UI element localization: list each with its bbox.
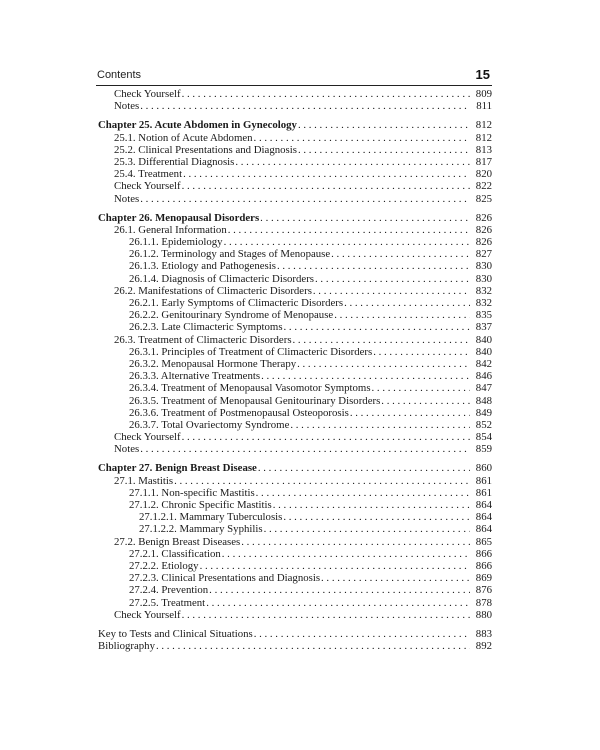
toc-entry-page: 876 (475, 584, 492, 597)
toc-entry-title: 26.3.5. Treatment of Menopausal Genitourinary Disorders (129, 394, 381, 407)
toc-entry-page: 866 (475, 547, 492, 560)
toc-entry[interactable] (98, 382, 492, 394)
section-gap (98, 455, 492, 462)
toc-entry-page: 813 (475, 143, 492, 156)
dot-leader (284, 321, 470, 333)
dot-leader (297, 358, 470, 370)
toc-entry-title: 26.3.3. Alternative Treatments (129, 370, 261, 383)
toc-entry[interactable] (98, 248, 492, 260)
toc-entry-title: 26.2. Manifestations of Climacteric Disorders (114, 284, 312, 297)
toc-entry-page: 837 (475, 321, 492, 334)
dot-leader (254, 132, 470, 144)
toc-entry-title: 26.1. General Information (114, 223, 227, 236)
dot-leader (334, 309, 470, 321)
dot-leader (264, 523, 470, 535)
toc-entry-page: 811 (476, 100, 492, 113)
toc-entry-page: 830 (475, 272, 492, 285)
toc-entry[interactable] (98, 334, 492, 346)
dot-leader (156, 640, 470, 652)
dot-leader (200, 560, 470, 572)
dot-leader (260, 212, 470, 224)
toc-entry[interactable] (98, 560, 492, 572)
toc-entry[interactable] (98, 168, 492, 180)
toc-entry-page: 861 (475, 486, 492, 499)
toc-entry-page: 854 (475, 431, 492, 444)
toc-entry-title: Chapter 25. Acute Abdomen in Gynecology (98, 119, 297, 132)
dot-leader (298, 144, 470, 156)
toc-entry-page: 846 (475, 370, 492, 383)
toc-entry-page: 864 (475, 511, 492, 524)
toc-entry-page: 880 (475, 608, 492, 621)
toc-entry[interactable] (98, 609, 492, 621)
section-gap (98, 205, 492, 212)
toc-entry-title: 26.2.1. Early Symptoms of Climacteric Disorders (129, 297, 344, 309)
toc-entry[interactable] (98, 523, 492, 535)
toc-entry-page: 820 (475, 168, 492, 181)
dot-leader (241, 536, 470, 548)
dot-leader (313, 285, 470, 297)
toc-chapter-entry[interactable] (98, 119, 492, 131)
toc-entry-title: 26.3.1. Principles of Treatment of Climacteric Disorders (129, 345, 373, 358)
toc-entry-title: Key to Tests and Clinical Situations (98, 627, 253, 640)
toc-entry[interactable] (98, 572, 492, 584)
toc-entry-title: 26.3.2. Menopausal Hormone Therapy (129, 357, 297, 370)
toc-entry[interactable] (98, 193, 492, 205)
toc-entry-title: 25.3. Differential Diagnosis (114, 155, 235, 168)
toc-entry[interactable] (98, 88, 492, 100)
toc-entry[interactable] (98, 419, 492, 431)
toc-entry[interactable] (98, 285, 492, 297)
dot-leader (256, 487, 470, 499)
toc-entry-title: 27.1. Mastitis (114, 474, 174, 487)
dot-leader (331, 248, 470, 260)
toc-entry-page: 892 (475, 640, 492, 653)
dot-leader (293, 334, 470, 346)
toc-entry-page: 826 (475, 236, 492, 249)
toc-entry-title: Chapter 27. Benign Breast Disease (98, 462, 257, 475)
toc-entry-page: 859 (475, 443, 492, 456)
header-page-number: 15 (475, 67, 490, 82)
header-title: Contents (97, 69, 142, 81)
toc-entry-title: 26.2.2. Genitourinary Syndrome of Menopause (129, 309, 334, 322)
toc-entry-title: 27.1.2. Chronic Specific Mastitis (129, 499, 272, 511)
toc-entry-page: 852 (475, 418, 492, 431)
toc-entry-title: 25.1. Notion of Acute Abdomen (114, 131, 253, 144)
section-gap (98, 112, 492, 119)
toc-entry-title: 27.2.1. Classification (129, 547, 221, 560)
dot-leader (261, 370, 470, 382)
dot-leader (183, 168, 470, 180)
toc-entry-title: 26.3.6. Treatment of Postmenopausal Osteoporosis (129, 406, 349, 419)
toc-entry-title: 26.1.3. Etiology and Pathogenesis (129, 260, 276, 273)
toc-entry-title: 27.2. Benign Breast Diseases (114, 535, 241, 548)
toc-entry-page: 826 (475, 223, 492, 236)
dot-leader (381, 395, 470, 407)
toc-entry-page: 832 (475, 284, 492, 297)
dot-leader (209, 584, 470, 596)
dot-leader (321, 572, 470, 584)
dot-leader (140, 100, 470, 112)
toc-entry-title: 27.1.1. Non-specific Mastitis (129, 486, 255, 499)
toc-entry[interactable] (98, 536, 492, 548)
toc-entry-title: 26.2.3. Late Climacteric Symptoms (129, 321, 283, 334)
dot-leader (273, 499, 470, 511)
dot-leader (283, 511, 470, 523)
toc-entry-title: Check Yourself (114, 608, 181, 621)
toc-entry[interactable] (98, 370, 492, 382)
toc-entry-page: 817 (475, 155, 492, 168)
toc-entry-page: 869 (475, 572, 492, 585)
toc-entry[interactable] (98, 273, 492, 285)
toc-entry[interactable] (98, 144, 492, 156)
toc-entry[interactable] (98, 475, 492, 487)
table-of-contents (98, 88, 492, 652)
toc-entry-title: 27.1.2.2. Mammary Syphilis (139, 523, 263, 536)
dot-leader (254, 628, 470, 640)
toc-entry-page: 878 (475, 596, 492, 609)
dot-leader (140, 443, 470, 455)
toc-entry[interactable] (98, 236, 492, 248)
dot-leader (315, 273, 470, 285)
toc-entry[interactable] (98, 584, 492, 596)
dot-leader (235, 156, 470, 168)
toc-chapter-entry[interactable] (98, 462, 492, 474)
toc-entry-title: 27.2.2. Etiology (129, 559, 199, 572)
dot-leader (222, 548, 470, 560)
toc-entry[interactable] (98, 297, 492, 309)
toc-entry-title: 26.1.4. Diagnosis of Climacteric Disorders (129, 272, 315, 285)
toc-entry-title: Bibliography (98, 640, 155, 653)
dot-leader (350, 407, 470, 419)
dot-leader (258, 462, 470, 474)
toc-entry-page: 865 (475, 535, 492, 548)
toc-entry-title: 27.2.4. Prevention (129, 584, 209, 597)
toc-entry-page: 842 (475, 357, 492, 370)
toc-entry[interactable] (98, 407, 492, 419)
toc-entry-title: Check Yourself (114, 180, 181, 193)
toc-entry-title: Notes (114, 100, 140, 113)
toc-entry-page: 822 (475, 180, 492, 193)
toc-entry-page: 832 (475, 297, 492, 309)
dot-leader (206, 597, 470, 609)
toc-entry[interactable] (98, 260, 492, 272)
toc-entry-title: 26.1.1. Epidemiology (129, 236, 223, 249)
toc-entry-page: 864 (475, 523, 492, 536)
running-header (96, 69, 492, 86)
toc-entry-page: 864 (475, 499, 492, 511)
toc-entry-title: 26.3.7. Total Ovariectomy Syndrome (129, 418, 290, 431)
toc-entry-title: 25.2. Clinical Presentations and Diagnosis (114, 143, 297, 156)
dot-leader (344, 297, 470, 309)
toc-entry-title: 27.2.3. Clinical Presentations and Diagnosis (129, 572, 321, 585)
toc-entry-title: 27.1.2.1. Mammary Tuberculosis (139, 511, 283, 524)
toc-entry-page: 827 (475, 248, 492, 261)
section-gap (98, 621, 492, 628)
toc-entry[interactable] (98, 224, 492, 236)
toc-entry[interactable] (98, 180, 492, 192)
toc-entry-page: 883 (475, 627, 492, 640)
dot-leader (298, 119, 470, 131)
toc-entry-title: Check Yourself (114, 88, 181, 100)
dot-leader (182, 431, 470, 443)
toc-entry-page: 826 (475, 211, 492, 224)
toc-entry-page: 812 (475, 119, 492, 132)
toc-entry[interactable] (98, 358, 492, 370)
toc-entry-title: Notes (114, 443, 140, 456)
toc-entry-title: 25.4. Treatment (114, 168, 183, 181)
toc-entry[interactable] (98, 321, 492, 333)
toc-entry-page: 866 (475, 559, 492, 572)
dot-leader (140, 193, 470, 205)
toc-entry-title: Notes (114, 192, 140, 205)
dot-leader (228, 224, 470, 236)
toc-entry[interactable] (98, 346, 492, 358)
toc-entry-title: 26.3. Treatment of Climacteric Disorders (114, 333, 292, 346)
toc-entry-page: 812 (475, 131, 492, 144)
toc-entry-page: 835 (475, 309, 492, 322)
toc-entry[interactable] (98, 487, 492, 499)
dot-leader (174, 475, 470, 487)
toc-entry[interactable] (98, 156, 492, 168)
dot-leader (224, 236, 470, 248)
dot-leader (372, 382, 470, 394)
toc-entry-title: 26.1.2. Terminology and Stages of Menopause (129, 248, 331, 261)
toc-entry-page: 825 (475, 192, 492, 205)
toc-entry[interactable] (98, 100, 492, 112)
toc-entry-page: 830 (475, 260, 492, 273)
toc-entry[interactable] (98, 511, 492, 523)
toc-entry[interactable] (98, 499, 492, 511)
dot-leader (290, 419, 470, 431)
toc-entry-title: Chapter 26. Menopausal Disorders (98, 211, 260, 224)
dot-leader (182, 609, 470, 621)
toc-entry[interactable] (98, 628, 492, 640)
toc-entry-page: 840 (475, 345, 492, 358)
toc-entry-title: 27.2.5. Treatment (129, 596, 206, 609)
toc-entry[interactable] (98, 395, 492, 407)
dot-leader (182, 180, 470, 192)
dot-leader (277, 260, 470, 272)
toc-entry[interactable] (98, 640, 492, 652)
dot-leader (373, 346, 470, 358)
toc-entry[interactable] (98, 548, 492, 560)
toc-entry-page: 860 (475, 462, 492, 475)
toc-entry-page: 849 (475, 406, 492, 419)
toc-entry-page: 861 (475, 474, 492, 487)
toc-entry-page: 848 (475, 394, 492, 407)
toc-entry-page: 809 (475, 88, 492, 100)
toc-entry-page: 840 (475, 333, 492, 346)
toc-entry-title: Check Yourself (114, 431, 181, 444)
toc-entry[interactable] (98, 431, 492, 443)
toc-entry[interactable] (98, 132, 492, 144)
toc-entry[interactable] (98, 309, 492, 321)
toc-chapter-entry[interactable] (98, 212, 492, 224)
toc-entry[interactable] (98, 443, 492, 455)
toc-entry[interactable] (98, 597, 492, 609)
toc-entry-page: 847 (475, 382, 492, 395)
dot-leader (182, 88, 470, 100)
toc-entry-title: 26.3.4. Treatment of Menopausal Vasomotor Symptoms (129, 382, 371, 395)
